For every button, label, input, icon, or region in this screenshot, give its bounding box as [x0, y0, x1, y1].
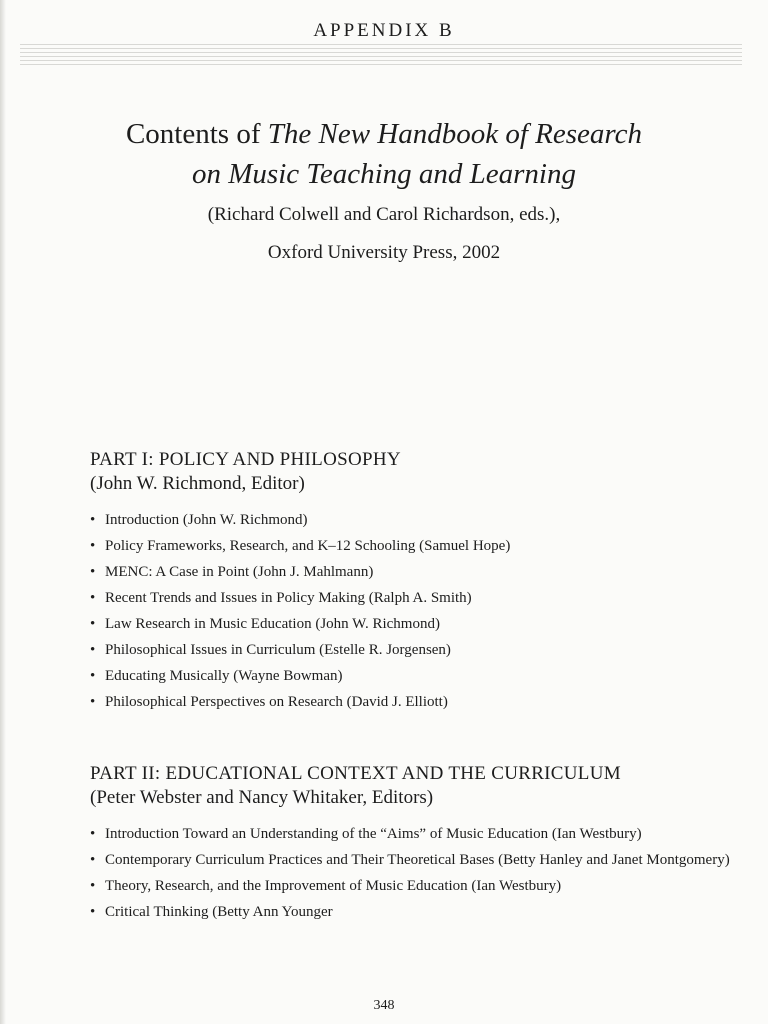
chapter-item [90, 588, 750, 608]
bullet-icon: • [90, 826, 96, 842]
bullet-icon: • [90, 878, 96, 894]
chapter-item [90, 692, 750, 712]
bullet-icon: • [90, 904, 96, 920]
chapter-item [90, 666, 750, 686]
chapter-title: Contemporary Curriculum Practices and Their Theoretical Bases (Betty Hanley and Janet Montgomery) [105, 852, 730, 868]
part-heading: PART II: EDUCATIONAL CONTEXT AND THE CURRICULUM [90, 763, 621, 784]
title-line-1 [0, 114, 768, 154]
chapter-item [90, 876, 750, 896]
bullet-icon: • [90, 642, 96, 658]
bullet-icon: • [90, 590, 96, 606]
bullet-icon: • [90, 668, 96, 684]
bullet-icon: • [90, 852, 96, 868]
title-prefix: Contents of [125, 118, 268, 150]
title-block [0, 114, 768, 268]
chapter-title: Philosophical Perspectives on Research (David J. Elliott) [105, 694, 448, 710]
chapter-item [90, 614, 750, 634]
chapter-title: Introduction (John W. Richmond) [105, 512, 308, 528]
chapter-item [90, 902, 750, 922]
title-line-2 [0, 154, 768, 194]
chapter-title: Recent Trends and Issues in Policy Making (Ralph A. Smith) [105, 590, 472, 606]
chapter-item [90, 824, 750, 844]
book-publisher: Oxford University Press, 2002 [267, 242, 501, 263]
part-heading: PART I: POLICY AND PHILOSOPHY [90, 449, 401, 470]
part-1-section [90, 448, 750, 718]
page-number: 348 [373, 998, 395, 1013]
bullet-icon: • [90, 538, 96, 554]
chapter-title: Introduction Toward an Understanding of the “Aims” of Music Education (Ian Westbury) [105, 826, 642, 842]
chapter-list [90, 510, 750, 712]
chapter-title: Philosophical Issues in Curriculum (Estelle R. Jorgensen) [105, 642, 451, 658]
chapter-item [90, 640, 750, 660]
header-rule-lines [20, 44, 742, 66]
chapter-item [90, 510, 750, 530]
chapter-item [90, 850, 750, 870]
bullet-icon: • [90, 564, 96, 580]
chapter-list [90, 824, 750, 922]
chapter-title: Theory, Research, and the Improvement of Music Education (Ian Westbury) [105, 878, 562, 894]
book-title-part-2: on Music Teaching and Learning [192, 158, 576, 190]
part-editor: (Peter Webster and Nancy Whitaker, Editors) [90, 787, 434, 808]
part-editor: (John W. Richmond, Editor) [90, 473, 305, 494]
chapter-title: Policy Frameworks, Research, and K–12 Schooling (Samuel Hope) [105, 538, 511, 554]
bullet-icon: • [90, 616, 96, 632]
bullet-icon: • [90, 694, 96, 710]
appendix-label: APPENDIX B [313, 20, 455, 41]
chapter-title: Educating Musically (Wayne Bowman) [105, 668, 343, 684]
chapter-item [90, 536, 750, 556]
chapter-title: Law Research in Music Education (John W. Richmond) [105, 616, 440, 632]
chapter-item [90, 562, 750, 582]
chapter-title: MENC: A Case in Point (John J. Mahlmann) [105, 564, 374, 580]
book-editors: (Richard Colwell and Carol Richardson, eds.), [207, 204, 561, 225]
book-title-part-1: The New Handbook of Research [267, 118, 643, 150]
chapter-title: Critical Thinking (Betty Ann Younger [105, 904, 333, 920]
part-2-section [90, 762, 750, 928]
bullet-icon: • [90, 512, 96, 528]
